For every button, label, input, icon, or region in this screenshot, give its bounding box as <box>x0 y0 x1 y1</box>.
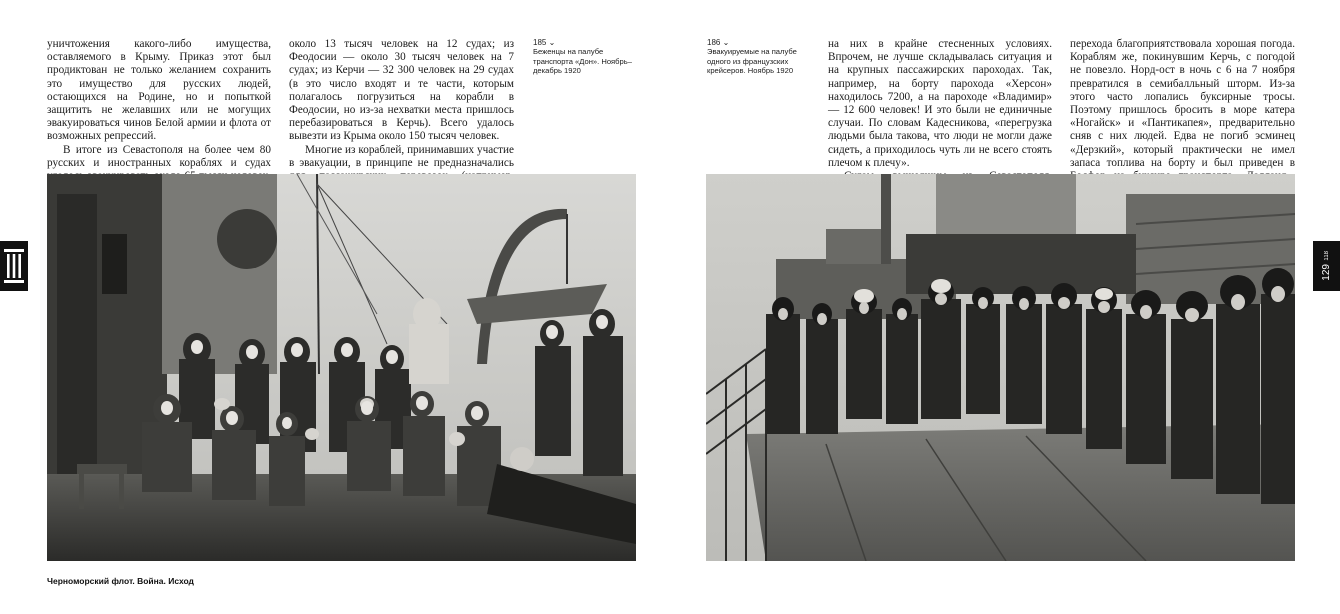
right-text-column-2 <box>1070 38 1295 196</box>
caption-text: Эвакуируемые на палубе одного из французских крейсеров. Ноябрь 1920 <box>707 47 797 76</box>
section-roman-numeral-icon <box>4 247 24 285</box>
caption-text: Беженцы на палубе транспорта «Дон». Ноябрь–декабрь 1920 <box>533 47 632 76</box>
photo-evacuees-on-cruiser <box>706 174 1295 561</box>
paragraph: уничтожения какого-либо имущества, оставляемого в Крыму. Приказ этот был продиктован не только желанием сохранить это имущество для русских людей, остающихся на Родине, но и попыткой защитить не желавших или не могущих эвакуироваться чинов Белой армии и флота от возможных репрессий. <box>47 38 271 143</box>
refugees-photo-image <box>47 174 636 561</box>
paragraph: В итоге из Севастополя на более чем 80 русских и иностранных кораблях и судах <box>47 143 271 169</box>
photo-caption-186 <box>707 38 797 76</box>
paragraph: на них в крайне стесненных условиях. Впрочем, не лучше складывалась ситуация и на крупных пассажирских пароходах. Так, например, на борту парохода «Херсон» находилось 7200, а на пароходе «Владимир» — 12 600 человек! И это были не единичные случаи. По словам Кадесникова, «перегрузка людьми была такова, что люди не могли даже сидеть, а приходилось чуть ли не всего стоять плечом к плечу». <box>828 38 1052 169</box>
paragraph: Многие из кораблей, принимавших участие в эвакуации, в принципе не предназначались <box>289 143 514 169</box>
paragraph: около 13 тысяч человек на 12 судах; из Феодосии — около 30 тысяч человек на 7 судах; из Керчи — 32 300 человек на 29 судах (в это число входят и те части, которым полагалось погрузиться на корабли в Феодосии, но из-за нехватки места пришлось перебазироваться в Керчь). Всего удалось вывезти из Крыма около 150 тысяч человек. <box>289 38 514 143</box>
page-number-small: 118 <box>1323 250 1330 261</box>
chevron-down-icon: ⌄ <box>722 38 730 47</box>
caption-number: 185 <box>533 38 547 47</box>
page-number-tab <box>1313 241 1340 291</box>
running-footer: Черноморский флот. Война. Исход <box>47 576 194 586</box>
caption-number: 186 <box>707 38 721 47</box>
paragraph: перехода благоприятствовала хорошая погода. Кораблям же, покинувшим Керчь, с погодой не повезло. Норд-ост в ночь с 6 на 7 ноября превратился в семибалльный шторм. Из-за этого часто лопались буксирные тросы. Поэтому пришлось бросить в море катера «Ногайск» и «Пантикапея», предварительно сняв с них людей. Едва не погиб эсминец «Дерзкий», который практически не имел запаса топлива на борту и был приведен в <box>1070 38 1295 169</box>
cruiser-photo-image <box>706 174 1295 561</box>
photo-caption-185 <box>533 38 633 76</box>
section-marker <box>0 241 28 291</box>
page-number: 129 <box>1321 264 1332 282</box>
chevron-down-icon: ⌄ <box>548 38 556 47</box>
photo-refugees-on-deck <box>47 174 636 561</box>
